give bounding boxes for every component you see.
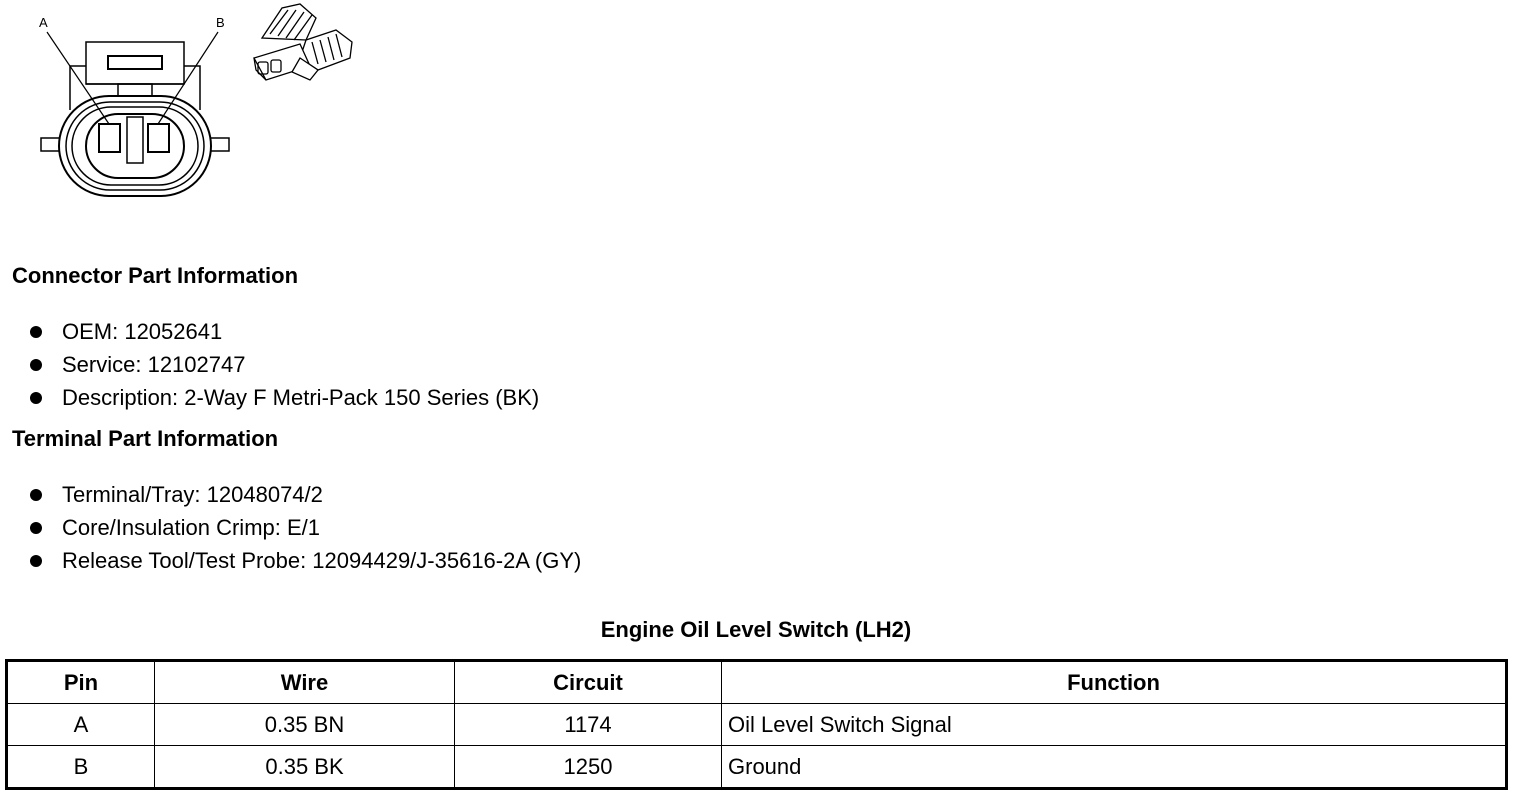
connector-face-view [41,32,229,196]
column-header-wire: Wire [155,661,455,704]
list-item-text: Terminal/Tray: 12048074/2 [62,482,323,507]
function-cell: Oil Level Switch Signal [722,704,1507,746]
pin-a-label: A [39,15,48,30]
list-item-text: OEM: 12052641 [62,319,223,344]
list-item-text: Description: 2-Way F Metri-Pack 150 Series (BK) [62,385,540,410]
wire-cell: 0.35 BN [155,704,455,746]
connector-face-diagram [0,0,380,215]
bullet-icon [30,392,42,404]
terminal-info-heading: Terminal Part Information [12,426,279,451]
table-row [7,746,1507,789]
circuit-cell: 1250 [455,746,722,789]
table-row [7,704,1507,746]
pinout-table [5,659,1508,790]
bullet-icon [30,326,42,338]
list-item [28,511,581,544]
pin-b-label: B [216,15,225,30]
list-item-text: Core/Insulation Crimp: E/1 [62,515,320,540]
list-item [28,544,581,577]
bullet-icon [30,522,42,534]
list-item [28,348,539,381]
circuit-cell: 1174 [455,704,722,746]
column-header-circuit: Circuit [455,661,722,704]
terminal-info-list [28,478,581,577]
bullet-icon [30,359,42,371]
bullet-icon [30,489,42,501]
wire-cell: 0.35 BK [155,746,455,789]
pin-cell: B [7,746,155,789]
list-item-text: Service: 12102747 [62,352,246,377]
column-header-pin: Pin [7,661,155,704]
list-item-text: Release Tool/Test Probe: 12094429/J-35616-2A (GY) [62,548,582,573]
list-item [28,381,539,414]
pin-cell: A [7,704,155,746]
connector-info-heading: Connector Part Information [12,263,299,288]
table-header-row [7,661,1507,704]
function-cell: Ground [722,746,1507,789]
list-item [28,478,581,511]
connector-info-list [28,315,539,414]
bullet-icon [30,555,42,567]
list-item [28,315,539,348]
connector-isometric-view [254,4,352,80]
table-title: Engine Oil Level Switch (LH2) [600,617,912,642]
column-header-function: Function [722,661,1507,704]
